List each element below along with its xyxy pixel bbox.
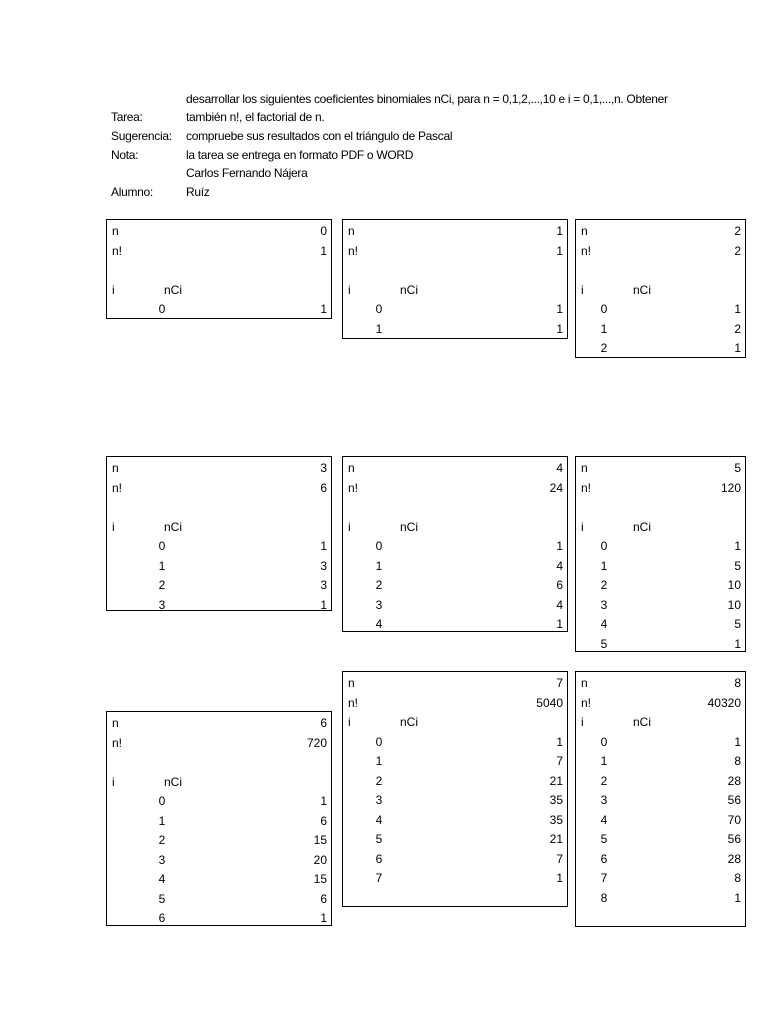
i-column-header: i <box>112 282 115 297</box>
factorial-value: 2 <box>734 243 741 258</box>
coefficient-row <box>576 889 745 908</box>
nci-value: 10 <box>727 578 741 592</box>
nci-value: 56 <box>727 793 741 807</box>
i-value: 2 <box>600 773 608 788</box>
nci-value: 28 <box>727 851 741 866</box>
nci-value: 15 <box>313 833 327 847</box>
sugerencia-text: compruebe sus resultados con el triángulo de Pascal <box>186 129 453 143</box>
coefficient-row <box>576 869 745 888</box>
i-value: 7 <box>375 871 383 885</box>
i-value: 2 <box>600 578 608 592</box>
n-value: 7 <box>556 676 563 690</box>
i-value: 3 <box>375 793 383 807</box>
coefficient-row <box>343 752 567 771</box>
column-header-row <box>576 713 745 732</box>
i-value: 4 <box>600 812 608 827</box>
factorial-value: 1 <box>320 243 327 258</box>
i-value: 0 <box>600 302 608 316</box>
coefficient-row <box>107 870 331 889</box>
factorial-row <box>576 479 745 498</box>
nci-value: 35 <box>549 793 563 807</box>
coefficient-row <box>107 576 331 595</box>
i-value: 5 <box>375 832 383 846</box>
n-row <box>343 674 567 693</box>
nci-value: 1 <box>556 302 563 316</box>
coefficient-row <box>576 320 745 339</box>
factorial-value: 40320 <box>707 695 741 710</box>
factorial-label: n! <box>112 243 123 258</box>
n-value: 6 <box>320 716 327 730</box>
nci-value: 15 <box>313 872 327 886</box>
coefficient-row <box>343 811 567 830</box>
binomial-table-n5 <box>575 456 746 652</box>
i-value: 0 <box>375 539 383 553</box>
i-value: 2 <box>375 773 383 788</box>
i-value: 0 <box>158 794 166 808</box>
nci-value: 1 <box>556 617 563 631</box>
i-value: 8 <box>600 890 608 905</box>
n-label: n <box>112 461 119 475</box>
nci-value: 1 <box>734 890 741 905</box>
factorial-row <box>343 694 567 713</box>
i-value: 1 <box>375 754 383 768</box>
coefficient-row <box>343 537 567 556</box>
nci-value: 8 <box>734 871 741 885</box>
factorial-label: n! <box>348 695 359 710</box>
i-value: 4 <box>375 617 383 631</box>
coefficient-row <box>107 557 331 576</box>
column-header-row <box>107 773 331 792</box>
coefficient-row <box>107 851 331 870</box>
nci-value: 1 <box>320 597 327 612</box>
nci-value: 6 <box>320 813 327 828</box>
n-row <box>576 222 745 241</box>
nci-value: 8 <box>734 754 741 768</box>
factorial-row <box>107 242 331 261</box>
sugerencia-label: Sugerencia: <box>111 129 172 143</box>
tarea-label: Tarea: <box>111 110 143 124</box>
factorial-label: n! <box>581 243 592 258</box>
i-value: 7 <box>600 871 608 885</box>
i-value: 1 <box>600 321 608 336</box>
nci-value: 1 <box>320 911 327 925</box>
i-value: 6 <box>375 851 383 866</box>
nci-value: 3 <box>320 578 327 592</box>
nci-value: 6 <box>556 578 563 592</box>
i-value: 4 <box>600 617 608 631</box>
nci-value: 5 <box>734 558 741 573</box>
i-column-header: i <box>348 715 351 729</box>
factorial-label: n! <box>348 243 359 258</box>
i-value: 5 <box>600 832 608 846</box>
coefficient-row <box>343 300 567 319</box>
n-value: 3 <box>320 461 327 475</box>
n-label: n <box>348 676 355 690</box>
nci-value: 1 <box>556 321 563 336</box>
n-value: 1 <box>556 224 563 238</box>
coefficient-row <box>576 339 745 358</box>
nci-value: 1 <box>734 302 741 316</box>
factorial-row <box>107 734 331 753</box>
n-label: n <box>581 461 588 475</box>
i-value: 1 <box>158 813 166 828</box>
coefficient-row <box>343 869 567 888</box>
tarea-text-line2: también n!, el factorial de n. <box>186 110 325 124</box>
factorial-label: n! <box>112 735 123 750</box>
nci-column-header: nCi <box>164 774 183 789</box>
nci-value: 1 <box>556 539 563 553</box>
n-row <box>576 459 745 478</box>
nci-value: 4 <box>556 558 563 573</box>
column-header-row <box>343 281 567 300</box>
i-value: 3 <box>158 597 166 612</box>
i-column-header: i <box>112 519 115 534</box>
column-header-row <box>107 281 331 300</box>
column-header-row <box>343 518 567 537</box>
coefficient-row <box>576 772 745 791</box>
column-header-row <box>343 713 567 732</box>
n-label: n <box>581 676 588 690</box>
coefficient-row <box>576 615 745 634</box>
n-row <box>343 459 567 478</box>
i-value: 1 <box>375 558 383 573</box>
nci-value: 3 <box>320 558 327 573</box>
i-column-header: i <box>112 774 115 789</box>
nci-column-header: nCi <box>400 282 419 297</box>
coefficient-row <box>107 300 331 319</box>
nci-value: 1 <box>734 636 741 651</box>
i-value: 0 <box>600 539 608 553</box>
coefficient-row <box>576 300 745 319</box>
coefficient-row <box>576 537 745 556</box>
factorial-value: 6 <box>320 480 327 495</box>
coefficient-row <box>576 830 745 849</box>
nci-value: 1 <box>734 539 741 553</box>
binomial-table-n7 <box>342 671 568 907</box>
i-value: 5 <box>600 636 608 651</box>
i-column-header: i <box>581 282 584 297</box>
i-value: 4 <box>375 812 383 827</box>
coefficient-row <box>343 576 567 595</box>
nci-value: 2 <box>734 321 741 336</box>
nci-value: 7 <box>556 754 563 768</box>
factorial-value: 120 <box>720 480 741 495</box>
i-value: 2 <box>375 578 383 592</box>
coefficient-row <box>343 733 567 752</box>
coefficient-row <box>343 772 567 791</box>
n-row <box>576 674 745 693</box>
i-value: 6 <box>158 911 166 925</box>
nci-column-header: nCi <box>633 282 652 297</box>
n-value: 0 <box>320 224 327 238</box>
i-value: 0 <box>158 539 166 553</box>
coefficient-row <box>343 557 567 576</box>
coefficient-row <box>107 890 331 909</box>
coefficient-row <box>107 909 331 928</box>
factorial-value: 24 <box>549 480 563 495</box>
nci-value: 28 <box>727 773 741 788</box>
coefficient-row <box>576 733 745 752</box>
coefficient-row <box>576 557 745 576</box>
n-value: 2 <box>734 224 741 238</box>
tarea-text-line1: desarrollar los siguientes coeficientes binomiales nCi, para n = 0,1,2,...,10 e i = 0,1,...,n. Obtener <box>186 92 668 106</box>
i-value: 2 <box>158 833 166 847</box>
coefficient-row <box>576 811 745 830</box>
coefficient-row <box>107 596 331 615</box>
factorial-label: n! <box>112 480 123 495</box>
nci-value: 20 <box>313 852 327 867</box>
coefficient-row <box>576 596 745 615</box>
i-column-header: i <box>348 519 351 534</box>
i-value: 3 <box>600 597 608 612</box>
binomial-table-n4 <box>342 456 568 632</box>
nci-column-header: nCi <box>633 715 652 729</box>
coefficient-row <box>576 752 745 771</box>
i-value: 1 <box>600 558 608 573</box>
factorial-row <box>343 242 567 261</box>
coefficient-row <box>343 791 567 810</box>
i-column-header: i <box>348 282 351 297</box>
n-value: 4 <box>556 461 563 475</box>
i-value: 5 <box>158 891 166 906</box>
i-column-header: i <box>581 715 584 729</box>
nci-value: 35 <box>549 812 563 827</box>
n-label: n <box>348 461 355 475</box>
nci-value: 1 <box>556 734 563 749</box>
nota-label: Nota: <box>111 148 139 162</box>
factorial-row <box>576 242 745 261</box>
n-label: n <box>112 224 119 238</box>
i-value: 3 <box>375 597 383 612</box>
column-header-row <box>576 281 745 300</box>
i-value: 2 <box>158 578 166 592</box>
coefficient-row <box>107 792 331 811</box>
coefficient-row <box>343 320 567 339</box>
column-header-row <box>107 518 331 537</box>
i-value: 3 <box>600 793 608 807</box>
nota-text: la tarea se entrega en formato PDF o WORD <box>186 148 414 162</box>
n-label: n <box>581 224 588 238</box>
i-value: 1 <box>375 321 383 336</box>
coefficient-row <box>107 537 331 556</box>
nci-value: 1 <box>320 794 327 808</box>
nci-column-header: nCi <box>164 282 183 297</box>
binomial-table-n6 <box>106 711 332 926</box>
nci-value: 1 <box>734 734 741 749</box>
i-value: 0 <box>600 734 608 749</box>
alumno-name-line2: Ruíz <box>186 185 210 199</box>
binomial-table-n1 <box>342 219 568 339</box>
binomial-table-n2 <box>575 219 746 358</box>
factorial-label: n! <box>348 480 359 495</box>
factorial-row <box>107 479 331 498</box>
factorial-value: 720 <box>306 735 327 750</box>
coefficient-row <box>107 831 331 850</box>
factorial-label: n! <box>581 695 592 710</box>
coefficient-row <box>343 850 567 869</box>
binomial-table-n3 <box>106 456 332 611</box>
alumno-label: Alumno: <box>111 185 153 199</box>
nci-value: 56 <box>727 832 741 846</box>
binomial-table-n0 <box>106 219 332 319</box>
n-label: n <box>348 224 355 238</box>
factorial-row <box>576 694 745 713</box>
i-value: 0 <box>375 302 383 316</box>
coefficient-row <box>576 791 745 810</box>
nci-column-header: nCi <box>164 519 183 534</box>
coefficient-row <box>107 812 331 831</box>
factorial-row <box>343 479 567 498</box>
i-value: 2 <box>600 341 608 355</box>
nci-value: 1 <box>734 341 741 355</box>
column-header-row <box>576 518 745 537</box>
nci-value: 1 <box>320 539 327 553</box>
nci-value: 21 <box>549 832 563 846</box>
factorial-value: 5040 <box>536 695 563 710</box>
nci-value: 6 <box>320 891 327 906</box>
n-value: 5 <box>734 461 741 475</box>
coefficient-row <box>343 830 567 849</box>
coefficient-row <box>576 635 745 654</box>
n-row <box>107 714 331 733</box>
alumno-name-line1: Carlos Fernando Nájera <box>186 166 308 180</box>
n-row <box>107 222 331 241</box>
binomial-table-n8 <box>575 671 746 927</box>
i-column-header: i <box>581 519 584 534</box>
nci-value: 7 <box>556 851 563 866</box>
factorial-value: 1 <box>556 243 563 258</box>
nci-value: 1 <box>556 871 563 885</box>
nci-value: 21 <box>549 773 563 788</box>
nci-column-header: nCi <box>400 715 419 729</box>
i-value: 3 <box>158 852 166 867</box>
i-value: 1 <box>158 558 166 573</box>
nci-column-header: nCi <box>400 519 419 534</box>
n-label: n <box>112 716 119 730</box>
i-value: 0 <box>375 734 383 749</box>
n-row <box>343 222 567 241</box>
factorial-label: n! <box>581 480 592 495</box>
coefficient-row <box>576 850 745 869</box>
nci-value: 4 <box>556 597 563 612</box>
coefficient-row <box>343 596 567 615</box>
nci-value: 1 <box>320 302 327 316</box>
nci-column-header: nCi <box>633 519 652 534</box>
i-value: 0 <box>158 302 166 316</box>
nci-value: 70 <box>727 812 741 827</box>
i-value: 1 <box>600 754 608 768</box>
i-value: 6 <box>600 851 608 866</box>
coefficient-row <box>576 576 745 595</box>
n-row <box>107 459 331 478</box>
nci-value: 10 <box>727 597 741 612</box>
coefficient-row <box>343 615 567 634</box>
n-value: 8 <box>734 676 741 690</box>
i-value: 4 <box>158 872 166 886</box>
nci-value: 5 <box>734 617 741 631</box>
